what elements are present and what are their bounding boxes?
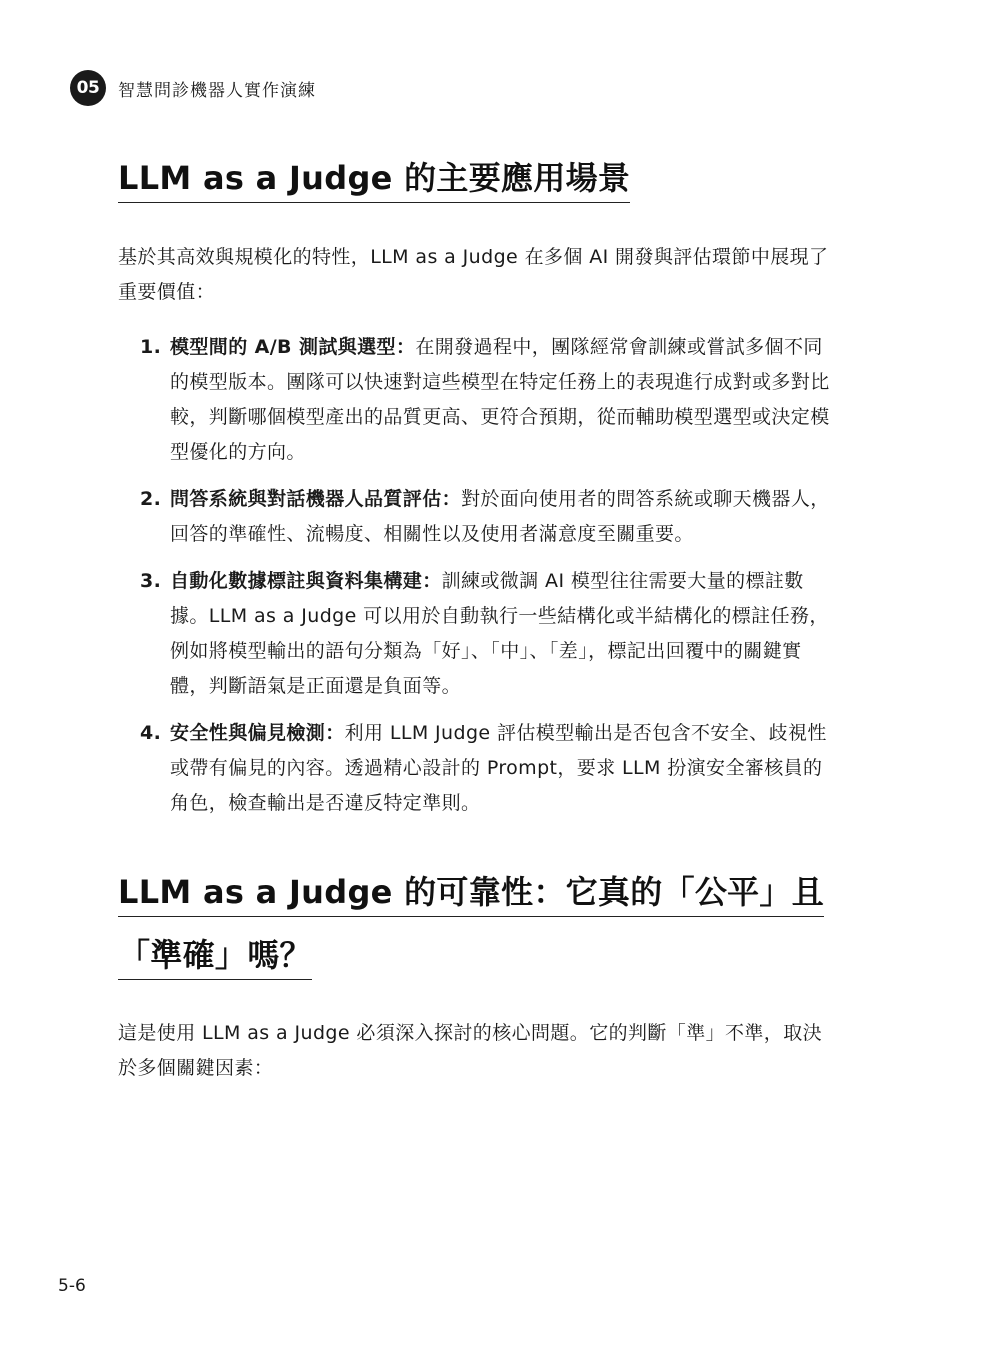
chapter-header xyxy=(70,70,316,106)
list-item xyxy=(140,330,835,470)
list-item-text: 在開發過程中，團隊經常會訓練或嘗試多個不同的模型版本。團隊可以快速對這些模型在特定任務上的表現進行成對或多對比較，判斷哪個模型產出的品質更高、更符合預期，從而輔助模型選型或決定模型優化的方向。 xyxy=(170,336,830,463)
chapter-number-badge: 05 xyxy=(70,70,106,106)
list-item-body xyxy=(170,564,835,704)
section-heading-reliability-line2 xyxy=(118,935,312,980)
list-item-text: 利用 LLM Judge 評估模型輸出是否包含不安全、歧視性或帶有偏見的內容。透過精心設計的 Prompt，要求 LLM 扮演安全審核員的角色，檢查輸出是否違反特定準則。 xyxy=(170,722,827,814)
list-item-term: 安全性與偏見檢測： xyxy=(170,722,345,744)
list-item-body xyxy=(170,330,835,470)
section-heading-reliability-line2-text: 「準確」嗎？ xyxy=(118,935,312,980)
section-heading-applications-text: LLM as a Judge 的主要應用場景 xyxy=(118,158,630,203)
list-item-term: 問答系統與對話機器人品質評估： xyxy=(170,488,462,510)
applications-intro-paragraph: 基於其高效與規模化的特性，LLM as a Judge 在多個 AI 開發與評估環節中展現了重要價值： xyxy=(118,246,829,303)
list-item-body xyxy=(170,716,835,821)
chapter-title: 智慧問診機器人實作演練 xyxy=(118,80,316,101)
list-item-text: 訓練或微調 AI 模型往往需要大量的標註數據。LLM as a Judge 可以用於自動執行一些結構化或半結構化的標註任務，例如將模型輸出的語句分類為「好」、「中」、「差」，標記出回覆中的關鍵實體，判斷語氣是正面還是負面等。 xyxy=(170,570,829,697)
section-heading-applications xyxy=(118,158,630,203)
list-item-number: 1. xyxy=(140,336,162,358)
list-item xyxy=(140,564,835,704)
reliability-intro-paragraph: 這是使用 LLM as a Judge 必須深入探討的核心問題。它的判斷「準」不準，取決於多個關鍵因素： xyxy=(118,1022,823,1079)
page-number: 5-6 xyxy=(58,1276,86,1296)
list-item xyxy=(140,716,835,821)
section-heading-reliability-line1 xyxy=(118,872,824,917)
list-item-term: 模型間的 A/B 測試與選型： xyxy=(170,336,416,358)
list-item-text: 對於面向使用者的問答系統或聊天機器人，回答的準確性、流暢度、相關性以及使用者滿意度至關重要。 xyxy=(170,488,830,545)
list-item-term: 自動化數據標註與資料集構建： xyxy=(170,570,442,592)
list-item-number: 2. xyxy=(140,488,162,510)
list-item-body xyxy=(170,482,835,552)
applications-list xyxy=(140,330,835,833)
list-item-number: 4. xyxy=(140,722,162,744)
list-item xyxy=(140,482,835,552)
section-heading-reliability-line1-text: LLM as a Judge 的可靠性：它真的「公平」且 xyxy=(118,872,824,917)
list-item-number: 3. xyxy=(140,570,162,592)
